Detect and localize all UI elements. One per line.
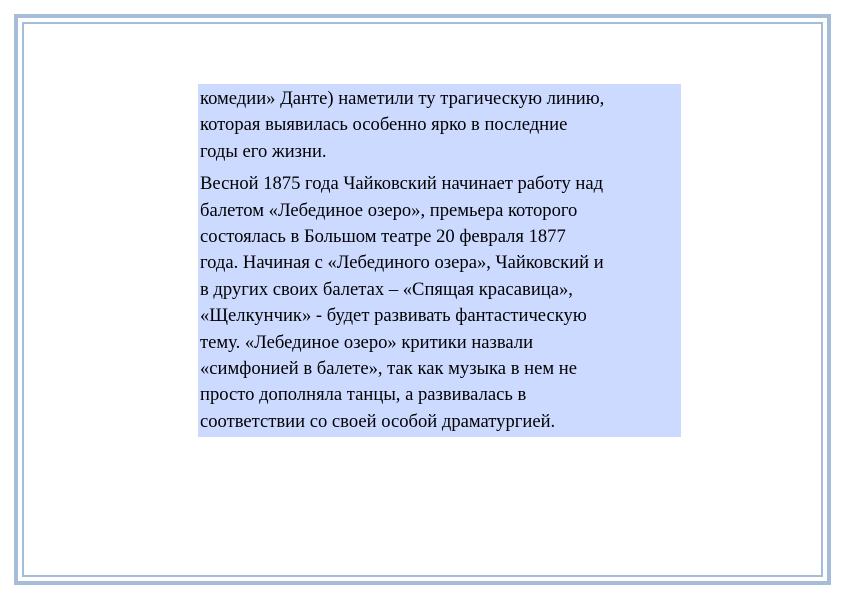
paragraph-swan-lake: Весной 1875 года Чайковский начинает работу над балетом «Лебединое озеро», премьера которого состоялась в Большом театре 20 февраля 1877 года. Начиная с «Лебединого озера», Чайковский и в других своих балетах – «Спящая красавица», «Щелкунчик» - будет развивать фантастическую тему. «Лебединое озеро» критики назвали «симфонией в балете», так как музыка в нем не просто дополняла танцы, а развивалась в соответствии со своей особой драматургией.	[200, 173, 604, 432]
text-block	[198, 84, 681, 437]
paragraph-intro: комедии» Данте) наметили ту трагическую линию, которая выявилась особенно ярко в последние годы его жизни.	[200, 88, 605, 162]
